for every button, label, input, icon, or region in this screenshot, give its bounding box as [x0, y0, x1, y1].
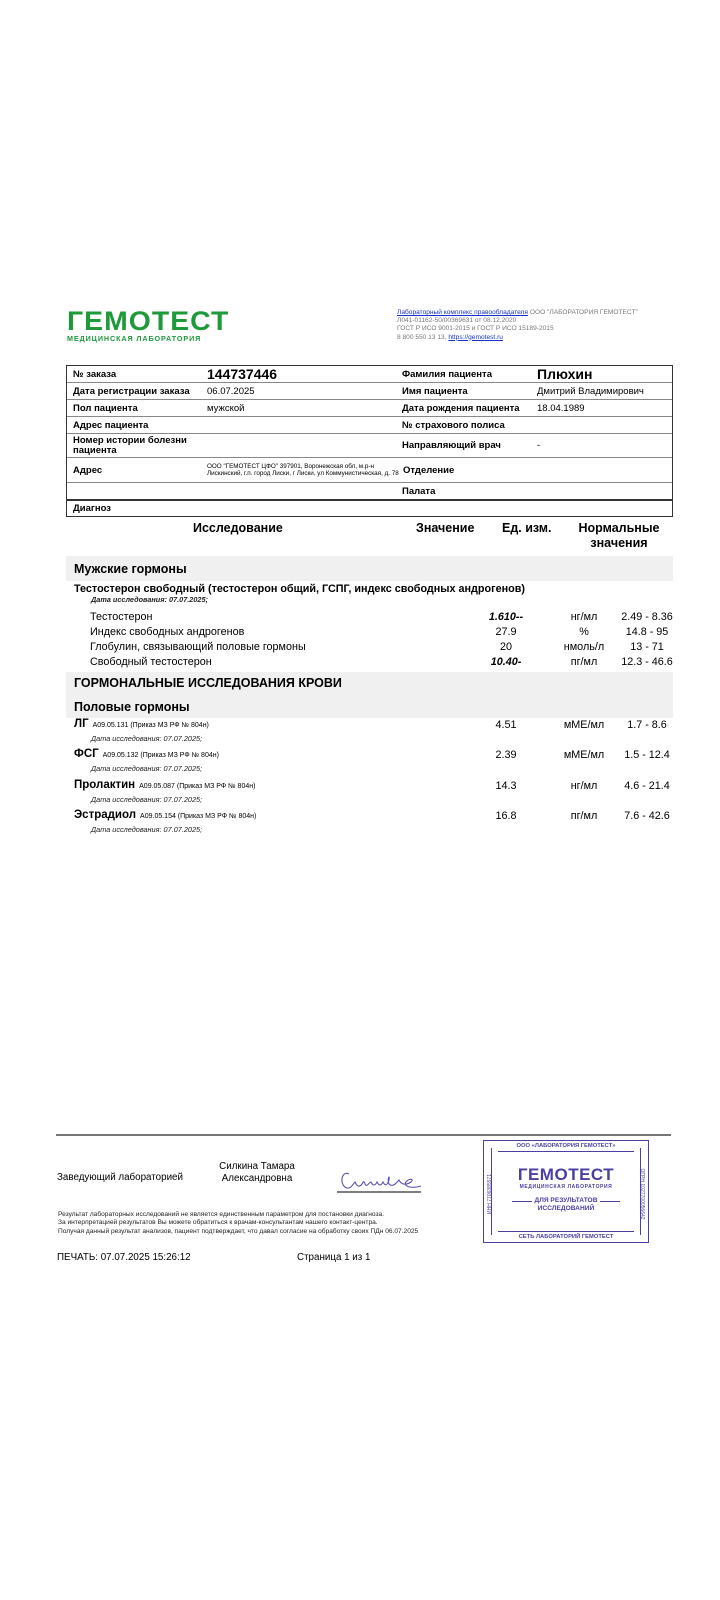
signature-icon — [335, 1160, 425, 1196]
study-date: Дата исследования: 07.07.2025; — [91, 795, 203, 804]
name-label: Имя пациента — [402, 385, 468, 397]
col-norm: Нормальные значения — [578, 521, 660, 550]
lab-complex-link[interactable]: Лабораторный комплекс правообладателя — [397, 309, 528, 316]
stamp-bottom-text: СЕТЬ ЛАБОРАТОРИЙ ГЕМОТЕСТ — [518, 1234, 614, 1240]
surname-value: Плюхин — [537, 366, 593, 382]
license: Л041-01162-50/00369631 от 08.12.2020 — [397, 317, 517, 325]
gost: ГОСТ Р ИСО 9001-2015 и ГОСТ Р ИСО 15189-2015 — [397, 325, 554, 333]
test-unit: мМЕ/мл — [563, 749, 605, 761]
study-date: Дата исследования: 07.07.2025; — [91, 764, 203, 773]
policy-label: № страхового полиса — [402, 419, 505, 431]
study-date: Дата исследования: 07.07.2025; — [91, 734, 203, 743]
group-free-testosterone — [74, 583, 525, 604]
test-range: 7.6 - 42.6 — [624, 810, 670, 822]
address-label: Адрес пациента — [73, 419, 149, 431]
stamp-purpose: ДЛЯ РЕЗУЛЬТАТОВ ИССЛЕДОВАНИЙ — [534, 1197, 598, 1212]
dept-label: Отделение — [403, 464, 455, 476]
col-unit: Ед. изм. — [502, 521, 552, 535]
section-male-hormones: Мужские гормоны — [66, 556, 673, 581]
order-number: 144737446 — [207, 366, 278, 382]
stamp-brand: ГЕМОТЕСТ — [517, 1165, 615, 1184]
result-value: 1.610-- — [488, 611, 524, 623]
head-of-lab-label: Заведующий лабораторией — [57, 1172, 183, 1183]
reg-date-value: 06.07.2025 — [207, 385, 255, 397]
result-range: 13 - 71 — [630, 641, 664, 653]
lab-logo — [67, 306, 247, 343]
col-value: Значение — [416, 521, 475, 535]
test-name: ФСГ — [74, 748, 99, 760]
test-unit: нг/мл — [570, 780, 598, 792]
doctor-value: - — [537, 440, 541, 451]
page-number: Страница 1 из 1 — [297, 1252, 371, 1263]
doctor-label: Направляющий врач — [402, 440, 501, 451]
logo-text: ГЕМОТЕСТ — [67, 306, 230, 336]
test-row — [66, 718, 673, 748]
stamp-inn: ИНН 7706385571 — [487, 1174, 493, 1215]
history-label: Номер истории болезни пациента — [73, 434, 187, 456]
result-value: 27.9 — [495, 626, 517, 638]
test-value: 16.8 — [495, 810, 517, 822]
section-title: ГОРМОНАЛЬНЫЕ ИССЛЕДОВАНИЯ КРОВИ — [74, 676, 342, 690]
test-name: Эстрадиол — [74, 809, 137, 821]
surname-label: Фамилия пациента — [402, 368, 492, 380]
addr-label: Адрес — [73, 464, 103, 476]
result-value: 10.40- — [490, 656, 522, 668]
result-row — [66, 611, 673, 626]
test-name: ЛГ — [74, 718, 89, 730]
site-link[interactable]: https://gemotest.ru — [448, 333, 503, 341]
result-unit: пг/мл — [570, 656, 598, 668]
result-name: Свободный тестостерон — [90, 656, 212, 668]
result-unit: % — [579, 626, 589, 638]
order-label: № заказа — [73, 368, 117, 380]
test-value: 4.51 — [495, 719, 517, 731]
study-date: Дата исследования: 07.07.2025; — [91, 595, 208, 604]
lab-info — [397, 309, 638, 342]
test-unit: мМЕ/мл — [563, 719, 605, 731]
subsection-title: Половые гормоны — [74, 700, 190, 714]
logo-subtitle: МЕДИЦИНСКАЯ ЛАБОРАТОРИЯ — [67, 334, 202, 343]
result-range: 14.8 - 95 — [625, 626, 669, 638]
result-row — [66, 626, 673, 641]
result-row — [66, 656, 673, 671]
stamp-ogrn: ОГРН 1027700056642 — [639, 1168, 645, 1220]
col-study: Исследование — [193, 521, 283, 535]
stamp-brand-sub: МЕДИЦИНСКАЯ ЛАБОРАТОРИЯ — [519, 1184, 613, 1190]
result-range: 2.49 - 8.36 — [621, 611, 673, 623]
lab-owner: ООО "ЛАБОРАТОРИЯ ГЕМОТЕСТ" — [527, 309, 638, 316]
sex-value: мужской — [207, 402, 245, 414]
result-row — [66, 641, 673, 656]
result-name: Глобулин, связывающий половые гормоны — [90, 641, 306, 653]
test-code: A09.05.087 (Приказ МЗ РФ № 804н) — [139, 783, 256, 790]
disclaimer: Результат лабораторных исследований не является единственным параметром для постановки диагноза. За интерпретацией результатов Вы можете обратиться к врачам-консультантам нашего контакт-центра. Получая данный результат анализов, пациент подтверждает, что давал согласие на обработку своих ПДн 06.07.2025 — [58, 1211, 419, 1235]
phone: 8 800 550 13 13, — [397, 333, 449, 341]
addr-value: ООО "ГЕМОТЕСТ ЦФО" 397901, Воронежская обл, м.р-н Лискинский, г.п. город Лиски, г Лиски, ул Коммунистическая, д. 78 — [207, 462, 399, 477]
birth-label: Дата рождения пациента — [402, 402, 520, 414]
footer-divider — [56, 1134, 671, 1136]
test-row — [66, 809, 673, 839]
signer-name: Силкина Тамара Александровна — [219, 1161, 295, 1184]
result-unit: нг/мл — [570, 611, 598, 623]
print-timestamp: ПЕЧАТЬ: 07.07.2025 15:26:12 — [57, 1252, 191, 1263]
result-name: Индекс свободных андрогенов — [90, 626, 245, 638]
test-range: 1.7 - 8.6 — [627, 719, 667, 731]
test-unit: пг/мл — [570, 810, 598, 822]
group-title: Тестостерон свободный (тестостерон общий, ГСПГ, индекс свободных андрогенов) — [74, 583, 525, 595]
diagnosis-label: Диагноз — [66, 499, 673, 517]
test-row — [66, 748, 673, 778]
patient-info-table — [66, 365, 673, 501]
sex-label: Пол пациента — [73, 402, 138, 414]
study-date: Дата исследования: 07.07.2025; — [91, 825, 203, 834]
result-value: 20 — [499, 641, 512, 653]
test-range: 1.5 - 12.4 — [624, 749, 670, 761]
section-blood-hormones — [66, 672, 673, 718]
result-name: Тестостерон — [90, 611, 153, 623]
birth-value: 18.04.1989 — [537, 402, 585, 414]
test-value: 14.3 — [495, 780, 517, 792]
stamp-top-text: ООО «ЛАБОРАТОРИЯ ГЕМОТЕСТ» — [516, 1143, 616, 1149]
test-range: 4.6 - 21.4 — [624, 780, 670, 792]
name-value: Дмитрий Владимирович — [537, 385, 644, 397]
result-unit: нмоль/л — [563, 641, 605, 653]
test-name: Пролактин — [74, 779, 136, 791]
test-row — [66, 779, 673, 809]
reg-date-label: Дата регистрации заказа — [73, 385, 190, 397]
test-code: A09.05.131 (Приказ МЗ РФ № 804н) — [92, 722, 209, 729]
ward-label: Палата — [402, 486, 436, 497]
result-range: 12.3 - 46.6 — [621, 656, 673, 668]
test-code: A09.05.132 (Приказ МЗ РФ № 804н) — [102, 752, 219, 759]
test-code: A09.05.154 (Приказ МЗ РФ № 804н) — [140, 813, 257, 820]
lab-stamp — [483, 1140, 649, 1243]
test-value: 2.39 — [495, 749, 517, 761]
